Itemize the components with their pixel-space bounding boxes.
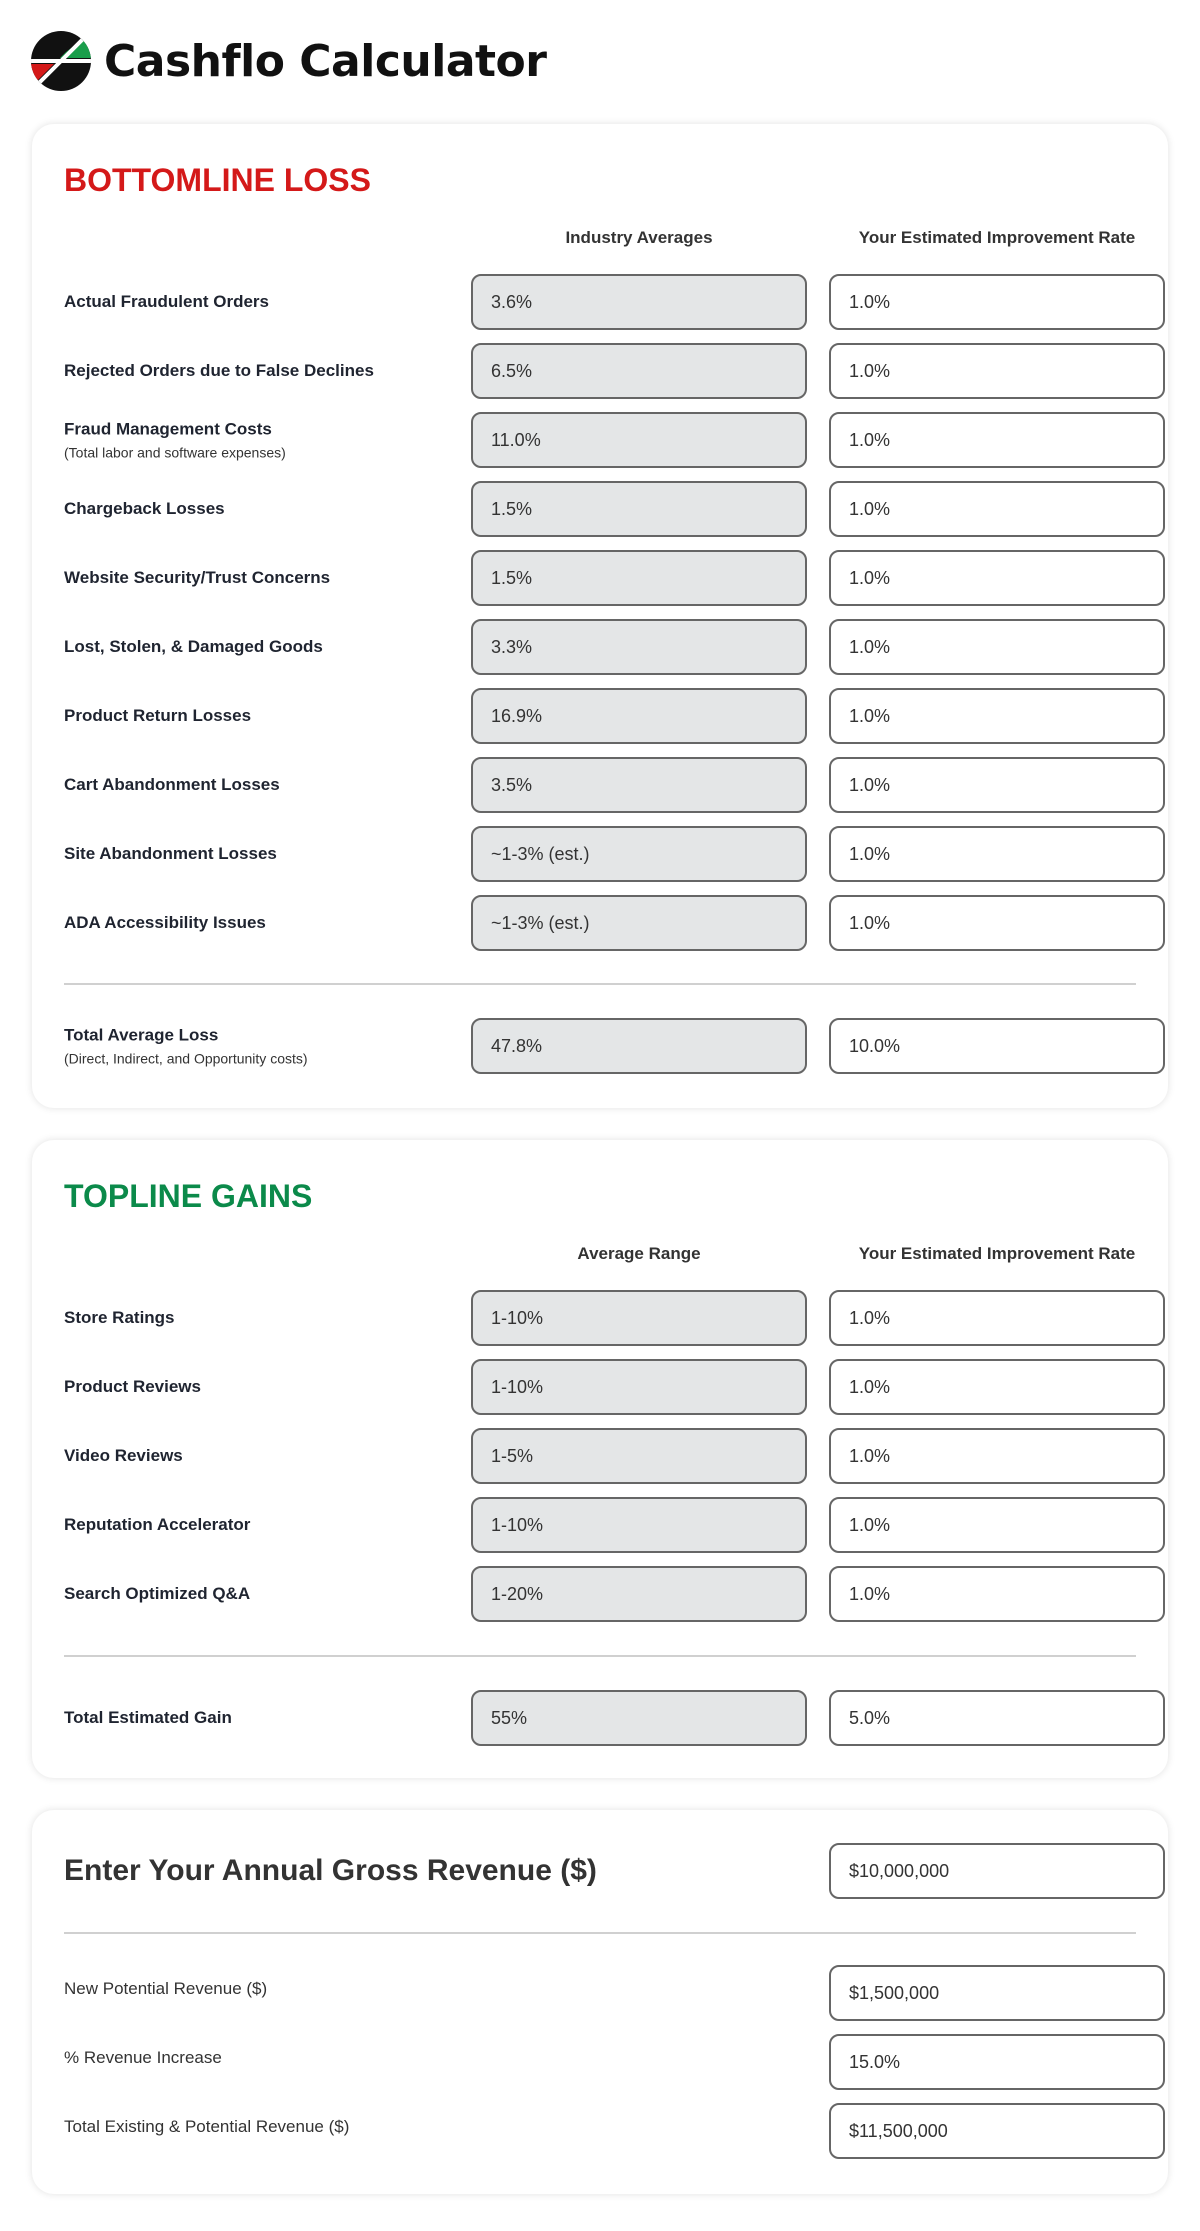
average-field: 3.5%	[471, 757, 807, 813]
column-header-improvement-rate: Your Estimated Improvement Rate	[858, 228, 1136, 247]
average-field: 1.5%	[471, 550, 807, 606]
row-label: Website Security/Trust Concerns	[64, 568, 331, 587]
average-field: ~1-3% (est.)	[471, 826, 807, 882]
result-label: Total Existing & Potential Revenue ($)	[64, 2117, 350, 2136]
row-label: Video Reviews	[64, 1446, 183, 1465]
average-field: 11.0%	[471, 412, 807, 468]
column-header-industry-averages: Industry Averages	[565, 228, 713, 247]
brand-header	[30, 30, 546, 92]
result-label: % Revenue Increase	[64, 2048, 222, 2067]
row-label: Fraud Management Costs	[64, 419, 272, 439]
improvement-rate-input[interactable]: 1.0%	[829, 619, 1165, 675]
average-field: 1-10%	[471, 1359, 807, 1415]
average-field: 1-10%	[471, 1497, 807, 1553]
improvement-rate-input[interactable]: 1.0%	[829, 1428, 1165, 1484]
table-row	[64, 619, 1136, 675]
average-field: 3.6%	[471, 274, 807, 330]
result-row	[64, 2103, 1136, 2159]
average-field: 1-5%	[471, 1428, 807, 1484]
improvement-rate-input[interactable]: 1.0%	[829, 550, 1165, 606]
improvement-rate-input[interactable]: 1.0%	[829, 1290, 1165, 1346]
table-row	[64, 895, 1136, 951]
average-field: 1.5%	[471, 481, 807, 537]
table-row	[64, 412, 1136, 468]
app-title: Cashflo Calculator	[104, 35, 547, 87]
row-label: Site Abandonment Losses	[64, 844, 277, 863]
row-label: Store Ratings	[64, 1308, 175, 1327]
improvement-rate-input[interactable]: 1.0%	[829, 1359, 1165, 1415]
total-average-field: 47.8%	[471, 1018, 807, 1074]
row-label: Search Optimized Q&A	[64, 1584, 251, 1603]
total-row	[64, 1018, 1136, 1074]
table-row	[64, 1359, 1136, 1415]
average-field: 3.3%	[471, 619, 807, 675]
result-row	[64, 2034, 1136, 2090]
revenue-heading: Enter Your Annual Gross Revenue ($)	[64, 1854, 597, 1887]
row-sublabel: (Total labor and software expenses)	[64, 444, 286, 461]
revenue-input-row	[64, 1843, 1136, 1899]
improvement-rate-input[interactable]: 1.0%	[829, 1497, 1165, 1553]
result-field: 15.0%	[829, 2034, 1165, 2090]
table-row	[64, 1290, 1136, 1346]
row-label: Chargeback Losses	[64, 499, 225, 518]
row-label: Rejected Orders due to False Declines	[64, 361, 374, 380]
row-label: ADA Accessibility Issues	[64, 913, 266, 932]
result-row	[64, 1965, 1136, 2021]
table-row	[64, 688, 1136, 744]
improvement-rate-input[interactable]: 1.0%	[829, 895, 1165, 951]
column-header-average-range: Average Range	[577, 1244, 701, 1263]
row-label: Actual Fraudulent Orders	[64, 292, 269, 311]
improvement-rate-input[interactable]: 1.0%	[829, 343, 1165, 399]
improvement-rate-input[interactable]: 1.0%	[829, 826, 1165, 882]
row-label: Reputation Accelerator	[64, 1515, 251, 1534]
row-label: Product Return Losses	[64, 706, 252, 725]
table-row	[64, 481, 1136, 537]
improvement-rate-input[interactable]: 1.0%	[829, 1566, 1165, 1622]
divider	[64, 983, 1136, 985]
improvement-rate-input[interactable]: 1.0%	[829, 688, 1165, 744]
table-row	[64, 757, 1136, 813]
table-row	[64, 1497, 1136, 1553]
row-sublabel: (Direct, Indirect, and Opportunity costs)	[64, 1050, 308, 1067]
row-label: Lost, Stolen, & Damaged Goods	[64, 637, 323, 656]
table-row	[64, 1566, 1136, 1622]
total-rate-field[interactable]: 5.0%	[829, 1690, 1165, 1746]
row-label: Total Estimated Gain	[64, 1708, 232, 1727]
table-row	[64, 343, 1136, 399]
result-field: $11,500,000	[829, 2103, 1165, 2159]
result-label: New Potential Revenue ($)	[64, 1979, 268, 1998]
total-average-field: 55%	[471, 1690, 807, 1746]
table-row	[64, 550, 1136, 606]
divider	[64, 1655, 1136, 1657]
result-field: $1,500,000	[829, 1965, 1165, 2021]
column-header-improvement-rate: Your Estimated Improvement Rate	[858, 1244, 1136, 1263]
annual-revenue-input[interactable]: $10,000,000	[829, 1843, 1165, 1899]
average-field: ~1-3% (est.)	[471, 895, 807, 951]
table-row	[64, 274, 1136, 330]
improvement-rate-input[interactable]: 1.0%	[829, 274, 1165, 330]
average-field: 1-20%	[471, 1566, 807, 1622]
topline-gains-card	[32, 1140, 1168, 1778]
improvement-rate-input[interactable]: 1.0%	[829, 757, 1165, 813]
row-label: Cart Abandonment Losses	[64, 775, 280, 794]
section-heading: TOPLINE GAINS	[64, 1178, 313, 1214]
row-label: Product Reviews	[64, 1377, 201, 1396]
cashflo-logo-icon	[30, 30, 92, 92]
revenue-card	[32, 1810, 1168, 2194]
total-rate-field[interactable]: 10.0%	[829, 1018, 1165, 1074]
average-field: 1-10%	[471, 1290, 807, 1346]
total-row	[64, 1690, 1136, 1746]
row-label: Total Average Loss	[64, 1025, 219, 1045]
bottomline-loss-card	[32, 124, 1168, 1108]
table-row	[64, 1428, 1136, 1484]
average-field: 6.5%	[471, 343, 807, 399]
section-heading: BOTTOMLINE LOSS	[64, 162, 371, 198]
improvement-rate-input[interactable]: 1.0%	[829, 412, 1165, 468]
divider	[64, 1932, 1136, 1934]
table-row	[64, 826, 1136, 882]
improvement-rate-input[interactable]: 1.0%	[829, 481, 1165, 537]
average-field: 16.9%	[471, 688, 807, 744]
